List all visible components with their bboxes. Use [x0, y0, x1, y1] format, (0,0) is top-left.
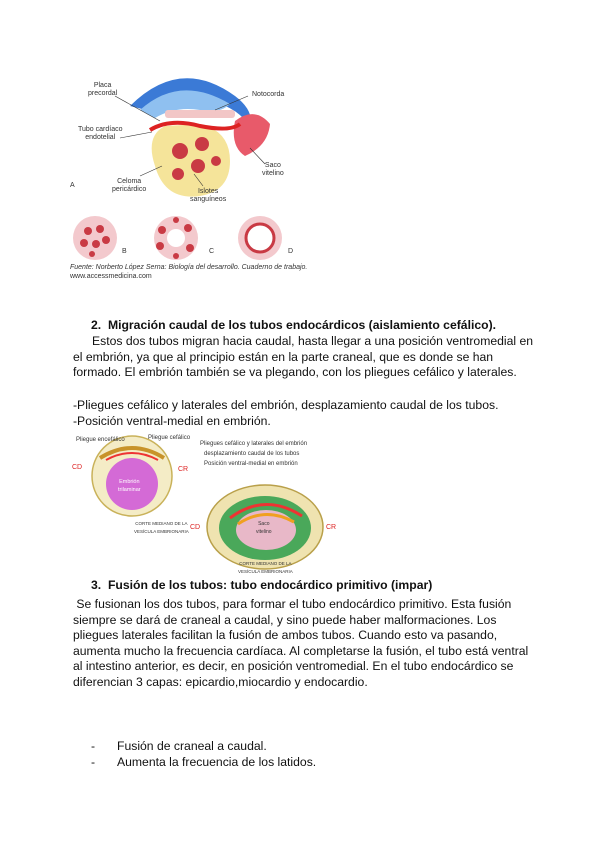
- paragraph-line: aumenta mucho la frecuencia cardíaca. Al completarse la fusión, el tubo está ventral: [73, 643, 529, 658]
- paragraph-line: Se fusionan los dos tubos, para formar el tubo endocárdico primitivo. Esta fusión: [73, 597, 512, 611]
- panel-letter-d: D: [288, 248, 294, 255]
- list-item: [91, 739, 316, 755]
- figure-embryo-heart-tube: [70, 66, 308, 286]
- label-celoma-pericardico: Celoma pericárdico: [112, 178, 147, 193]
- section-2-number: 2.: [91, 318, 102, 332]
- section-2-point-2: -Posición ventral-medial en embrión.: [73, 414, 271, 428]
- paragraph-line: al intestino anterior, es decir, en posición ventromedial. En el tubo endocárdico se: [73, 659, 514, 674]
- section-2-point-1: -Pliegues cefálico y laterales del embrión, desplazamiento caudal de los tubos.: [73, 398, 499, 412]
- label-cr-2: CR: [326, 524, 337, 531]
- bullet-dash: -: [91, 754, 96, 769]
- section-2-heading: [91, 318, 496, 334]
- label-tubo-cardiaco: Tubo cardíaco endotelial: [78, 126, 123, 141]
- section-3-title: Fusión de los tubos: tubo endocárdico primitivo (impar): [107, 578, 433, 592]
- panel-letter-b: B: [122, 248, 127, 255]
- section-3-paragraph: [73, 597, 543, 691]
- bullet-text: Aumenta la frecuencia de los latidos.: [117, 754, 317, 769]
- paragraph-line: formado. El embrión también se va plegando, con los pliegues cefálico y laterales.: [73, 365, 517, 380]
- list-item: [91, 755, 316, 771]
- paragraph-line: pliegues laterales facilitan la fusión de ambos tubos. Cuando esto va pasando,: [73, 628, 498, 643]
- label-notocorda: Notocorda: [252, 91, 285, 98]
- label-cr: CR: [178, 466, 189, 473]
- label-cd: CD: [72, 464, 83, 471]
- bullet-text: Fusión de craneal a caudal.: [117, 739, 267, 753]
- figure-source-url: www.accessmedicina.com: [70, 273, 152, 280]
- label-islotes-sanguineos: Islotes sanguíneos: [190, 188, 227, 203]
- label-saco-vitelino: Saco vitelino: [262, 162, 284, 177]
- paragraph-line: diferencian 3 capas: epicardio,miocardio y endocardio.: [73, 674, 368, 689]
- figure-source: Fuente: Norberto López Serna: Biología del desarrollo. Cuaderno de trabajo.: [70, 264, 308, 271]
- legend-line-3: Posición ventral-medial en embrión: [204, 461, 298, 467]
- legend-line-1: Pliegues cefálico y laterales del embrión: [200, 441, 308, 447]
- section-2-paragraph: [73, 334, 533, 381]
- label-corte-2: CORTE MEDIANO DE LA VESÍCULA EMBRIONARIA: [238, 561, 293, 574]
- label-placa-precordal: Placa precordal: [88, 82, 118, 97]
- figure-embryo-folding: [70, 432, 337, 574]
- legend-line-2: desplazamiento caudal de los tubos: [204, 451, 300, 457]
- section-3-heading: [91, 578, 432, 594]
- label-pliegue-cefalico: Pliegue cefálico: [148, 435, 191, 441]
- paragraph-line: Estos dos tubos migran hacia caudal, hasta llegar a una posición ventromedial en: [92, 334, 534, 348]
- section-2-title: Migración caudal de los tubos endocárdicos (aislamiento cefálico).: [107, 318, 497, 332]
- label-embrion: Embrión trilaminar: [118, 479, 141, 493]
- paragraph-line: el embrión, ya que al principio están en la parte craneal, que es donde se han: [73, 349, 494, 364]
- label-corte-1: CORTE MEDIANO DE LA VESÍCULA EMBRIONARIA: [134, 521, 189, 534]
- panel-letter-a: A: [70, 182, 75, 189]
- panel-letter-c: C: [209, 248, 215, 255]
- label-cd-2: CD: [190, 524, 201, 531]
- section-3-bullet-list: [91, 739, 316, 770]
- bullet-dash: -: [91, 739, 96, 753]
- label-pliegue-encefalico: Pliegue encefálico: [76, 437, 125, 443]
- label-saco-inner: Saco vitelino: [256, 521, 272, 535]
- section-3-number: 3.: [91, 578, 102, 592]
- paragraph-line: siempre se dará de craneal a caudal, y sino puede haber malformaciones. Los: [73, 612, 497, 627]
